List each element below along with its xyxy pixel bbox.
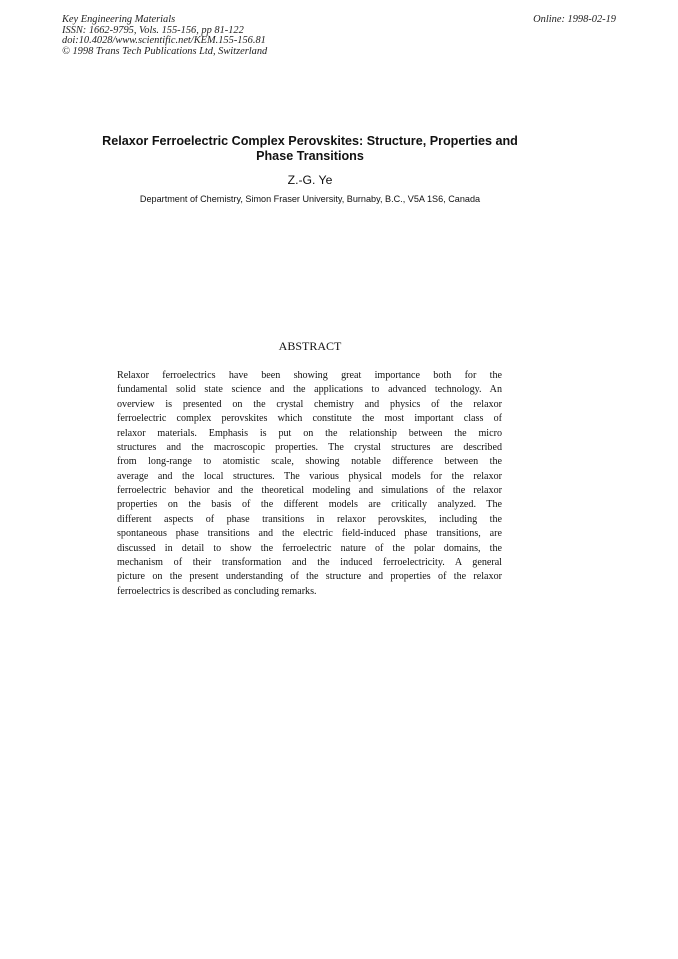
- abstract-line: Relaxor ferroelectrics have been showing great importance both for the: [117, 370, 502, 381]
- copyright-line: © 1998 Trans Tech Publications Ltd, Switzerland: [62, 45, 268, 57]
- paper-title: Relaxor Ferroelectric Complex Perovskites: Structure, Properties and Phase Transitions: [102, 134, 518, 163]
- abstract-line: properties on the basis of the different models are critically analyzed. The: [117, 499, 502, 511]
- abstract-line: ferroelectrics is described as concluding remarks.: [117, 585, 317, 597]
- abstract-line: overview is presented on the crystal chemistry and physics of the relaxor: [117, 398, 502, 410]
- abstract-line: from long-range to atomistic scale, showing notable difference between the: [117, 456, 502, 468]
- abstract-heading: ABSTRACT: [278, 339, 342, 353]
- abstract-body: [117, 369, 502, 599]
- abstract-line: ferroelectric behavior and the theoretical modeling and simulations of the relaxor: [117, 485, 502, 496]
- abstract-line: ferroelectric complex perovskites which constitute the most important class of: [117, 413, 502, 425]
- abstract-line: discussed in detail to show the ferroelectric nature of the polar domains, the: [117, 542, 502, 554]
- abstract-line: mechanism of their transformation and the induced ferroelectricity. A general: [117, 556, 502, 568]
- abstract-line: average and the local structures. The various physical models for the relaxor: [117, 470, 502, 482]
- abstract-line: structures and the macroscopic properties. The crystal structures are described: [117, 441, 502, 453]
- author-affiliation: Department of Chemistry, Simon Fraser University, Burnaby, B.C., V5A 1S6, Canada: [139, 194, 481, 204]
- online-date: Online: 1998-02-19: [533, 14, 616, 25]
- journal-header: [62, 15, 392, 57]
- doi-line[interactable]: doi:10.4028/www.scientific.net/KEM.155-156.81: [62, 35, 266, 47]
- journal-name: Key Engineering Materials: [62, 14, 176, 25]
- abstract-line: picture on the present understanding of the structure and properties of the relaxor: [117, 571, 502, 583]
- abstract-line: different aspects of phase transitions in relaxor perovskites, including the: [117, 513, 502, 525]
- issn-line: ISSN: 1662-9795, Vols. 155-156, pp 81-122: [62, 24, 244, 36]
- abstract-line: relaxor materials. Emphasis is put on the relationship between the micro: [117, 427, 502, 439]
- abstract-line: spontaneous phase transitions and the electric field-induced phase transitions, are: [117, 528, 502, 540]
- abstract-line: fundamental solid state science and the applications to advanced technology. An: [117, 384, 502, 396]
- paper-author: Z.-G. Ye: [287, 173, 333, 187]
